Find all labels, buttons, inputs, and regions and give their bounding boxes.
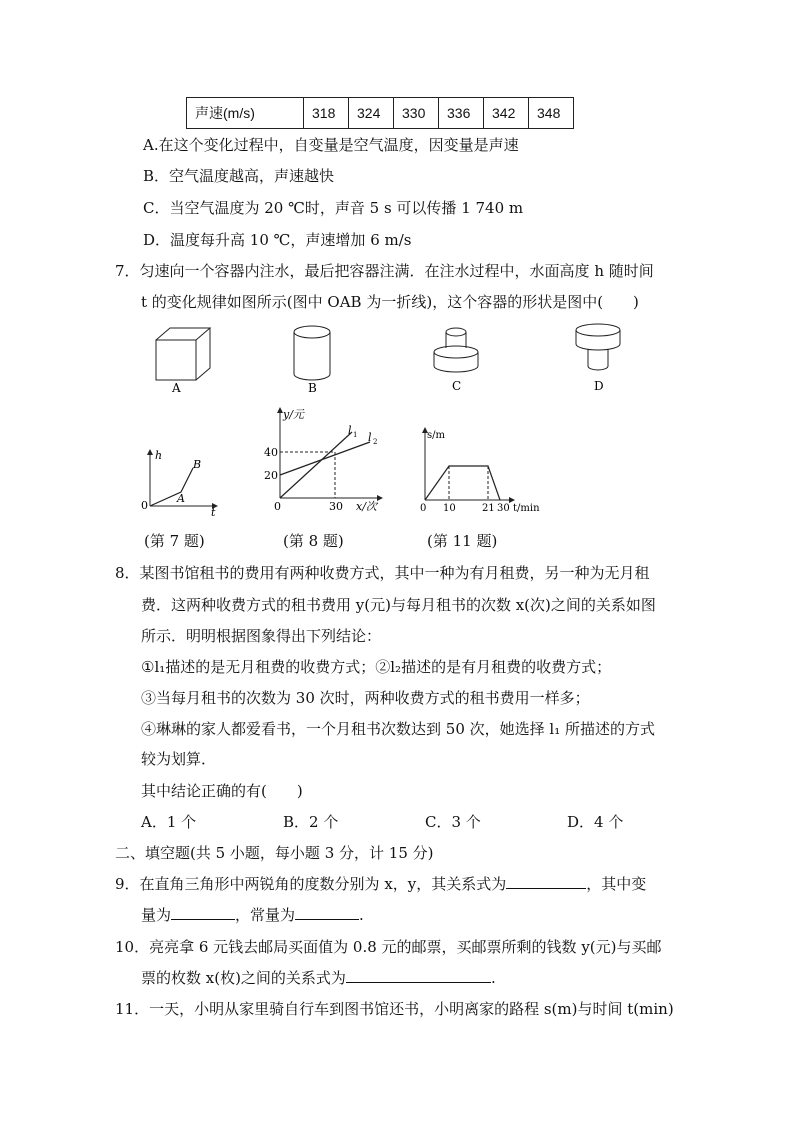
- q8-line1: 8．某图书馆租书的费用有两种收费方式，其中一种为有月租费，另一种为无月租: [115, 564, 650, 582]
- y-tick-20: 20: [264, 469, 278, 482]
- table-cell: 336: [439, 98, 484, 129]
- y-axis-label: s/m: [427, 430, 445, 441]
- shape-b-cylinder: [294, 326, 330, 380]
- q9-text-a: 9．在直角三角形中两锐角的度数分别为 x，y，其关系式为: [115, 875, 507, 893]
- q10-text-a: 票的枚数 x(枚)之间的关系式为: [141, 969, 346, 987]
- x-tick-30: 30: [329, 500, 343, 513]
- q8-graph: [260, 404, 390, 516]
- q11-line1: 11．一天，小明从家里骑自行车到图书馆还书，小明离家的路程 s(m)与时间 t(min): [115, 1000, 674, 1018]
- point-a-label: A: [177, 492, 185, 505]
- q9-text-d: ，常量为: [235, 906, 296, 924]
- table-cell: 348: [529, 98, 574, 129]
- q7-graph: [135, 444, 225, 519]
- caption-q11: (第 11 题): [427, 532, 498, 550]
- x-tick-0: 0: [274, 500, 281, 513]
- x-axis-label: x/次: [356, 500, 377, 513]
- q10-blank-relation[interactable]: [346, 968, 491, 983]
- q6-option-d: D．温度每升高 10 ℃，声速增加 6 m/s: [143, 231, 412, 249]
- x-tick-30: 30: [497, 503, 510, 514]
- q10-text-b: .: [490, 969, 496, 987]
- x-axis-label: t/min: [513, 503, 540, 514]
- h-axis-label: h: [155, 449, 163, 462]
- q8-line2: 费．这两种收费方式的租书费用 y(元)与每月租书的次数 x(次)之间的关系如图: [141, 596, 656, 614]
- table-cell: 318: [304, 98, 349, 129]
- q8-line3: 所示．明明根据图象得出下列结论：: [141, 627, 382, 645]
- q11-graph: [412, 424, 547, 518]
- q10-line2: [141, 967, 496, 988]
- l2-label: l: [368, 431, 372, 444]
- shape-c-stacked-cylinder: [434, 328, 478, 372]
- shape-a-cube: [156, 328, 210, 380]
- q6-option-a: A.在这个变化过程中，自变量是空气温度，因变量是声速: [143, 136, 519, 154]
- caption-q8: (第 8 题): [283, 532, 344, 550]
- table-cell: 324: [349, 98, 394, 129]
- line-trip: [425, 466, 500, 500]
- table-header-cell: 声速(m/s): [187, 98, 304, 129]
- origin-label: 0: [141, 499, 148, 512]
- y-axis-label: y/元: [283, 408, 304, 421]
- q8-statement-4-cont: 较为划算．: [141, 750, 217, 768]
- q8-statement-3: ③当每月租书的次数为 30 次时，两种收费方式的租书费用一样多；: [141, 689, 590, 707]
- y-tick-40: 40: [264, 446, 278, 459]
- q9-text-c: 量为: [141, 906, 172, 924]
- q9-line2: [141, 904, 364, 925]
- q10-line1: 10．亮亮拿 6 元钱去邮局买面值为 0.8 元的邮票，买邮票所剩的钱数 y(元)与买邮: [115, 938, 662, 956]
- speed-table: [186, 97, 574, 129]
- q7-line2: t 的变化规律如图所示(图中 OAB 为一折线)，这个容器的形状是图中( ): [141, 293, 639, 311]
- q8-option-b: B．2 个: [283, 813, 339, 831]
- q8-option-d: D．4 个: [567, 813, 624, 831]
- shape-d-label: D: [594, 379, 604, 393]
- l1-subscript: 1: [353, 431, 358, 439]
- table-row: [187, 98, 574, 129]
- shape-d-stacked-cylinder: [576, 324, 620, 370]
- table-cell: 330: [394, 98, 439, 129]
- shape-c-label: C: [452, 379, 462, 393]
- q8-option-a: A．1 个: [141, 813, 197, 831]
- q8-statement-4: ④琳琳的家人都爱看书，一个月租书次数达到 50 次，她选择 l₁ 所描述的方式: [141, 720, 655, 738]
- line-l2: [280, 442, 370, 475]
- l1-label: l: [348, 424, 352, 437]
- line-oab: [150, 468, 193, 506]
- x-tick-0: 0: [420, 503, 427, 514]
- q8-statement-1-2: ①l₁描述的是无月租费的收费方式；②l₂描述的是有月租费的收费方式；: [141, 658, 612, 676]
- container-shapes-figure: [140, 318, 700, 398]
- q9-blank-relation[interactable]: [506, 874, 586, 889]
- shape-b-label: B: [308, 381, 317, 395]
- section-heading: 二、填空题(共 5 小题，每小题 3 分，计 15 分): [115, 844, 434, 862]
- x-tick-21: 21: [482, 503, 495, 514]
- q9-blank-constant[interactable]: [295, 905, 359, 920]
- q6-option-b: B．空气温度越高，声速越快: [143, 167, 335, 185]
- q8-option-c: C．3 个: [425, 813, 481, 831]
- q9-text-b: ，其中变: [586, 875, 647, 893]
- q9-blank-variable[interactable]: [171, 905, 235, 920]
- shape-a-label: A: [172, 381, 181, 395]
- q8-question: 其中结论正确的有( ): [141, 782, 303, 800]
- q9-text-e: .: [359, 906, 364, 924]
- q9-line1: [115, 873, 646, 894]
- table-cell: 342: [484, 98, 529, 129]
- caption-q7: (第 7 题): [144, 532, 205, 550]
- x-tick-10: 10: [443, 503, 456, 514]
- q7-line1: 7．匀速向一个容器内注水，最后把容器注满．在注水过程中，水面高度 h 随时间: [115, 262, 654, 280]
- line-l1: [280, 432, 352, 498]
- l2-subscript: 2: [373, 438, 378, 446]
- q6-option-c: C．当空气温度为 20 ℃时，声音 5 s 可以传播 1 740 m: [143, 199, 524, 217]
- point-b-label: B: [193, 458, 202, 471]
- t-axis-label: t: [211, 506, 216, 519]
